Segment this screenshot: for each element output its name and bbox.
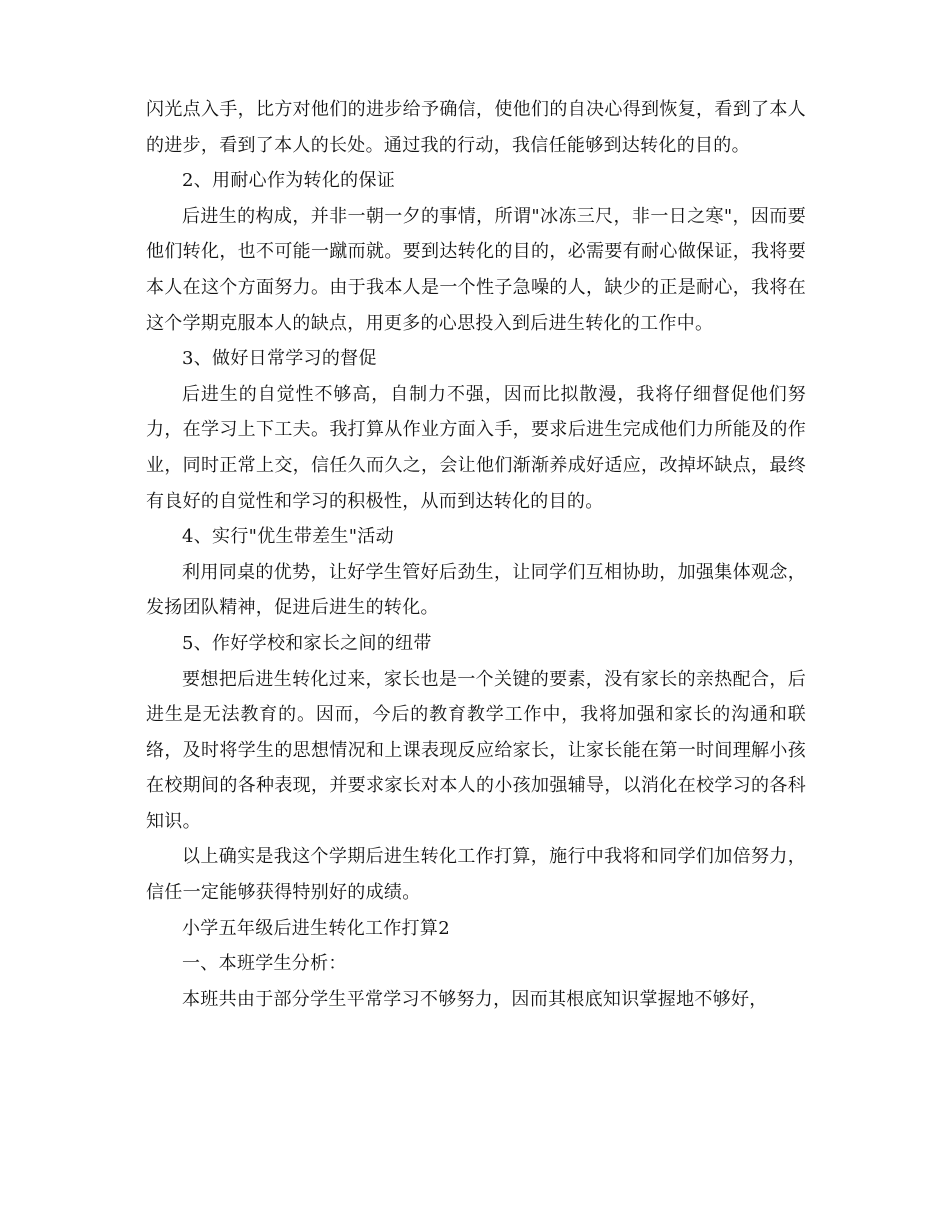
document-body (146, 92, 806, 1017)
heading-2-patience: 2、用耐心作为转化的保证 (182, 170, 396, 192)
heading-class-analysis: 一、本班学生分析： (182, 953, 347, 975)
paragraph-7: 利用同桌的优势，让好学生管好后劲生，让同学们互相协助，加强集体观念，发扬团队精神，促进后进生的转化。 (146, 561, 806, 619)
paragraph-3: 后进生的构成，并非一朝一夕的事情，所谓"冰冻三尺，非一日之寒"，因而要他们转化，也不可能一蹴而就。要到达转化的目的，必需要有耐心做保证，我将要本人在这个方面努力。由于我本人是一个性子急噪的人，缺少的正是耐心，我将在这个学期克服本人的缺点，用更多的心思投入到后进生转化的工作中。 (146, 205, 806, 334)
section-title-plan-2: 小学五年级后进生转化工作打算2 (182, 917, 450, 939)
heading-4-peer-help: 4、实行"优生带差生"活动 (182, 526, 394, 548)
paragraph-13: 本班共由于部分学生平常学习不够努力，因而其根底知识掌握地不够好， (182, 988, 768, 1010)
heading-5-school-family: 5、作好学校和家长之间的纽带 (182, 632, 432, 654)
heading-3-daily-study: 3、做好日常学习的督促 (182, 348, 377, 370)
paragraph-9: 要想把后进生转化过来，家长也是一个关键的要素，没有家长的亲热配合，后进生是无法教育的。因而，今后的教育教学工作中，我将加强和家长的沟通和联络，及时将学生的思想情况和上课表现反应给家长，让家长能在第一时间理解小孩在校期间的各种表现，并要求家长对本人的小孩加强辅导，以消化在校学习的各科知识。 (146, 668, 806, 832)
paragraph-1: 闪光点入手，比方对他们的进步给予确信，使他们的自决心得到恢复，看到了本人的进步，看到了本人的长处。通过我的行动，我信任能够到达转化的目的。 (146, 99, 806, 156)
paragraph-5: 后进生的自觉性不够高，自制力不强，因而比拟散漫，我将仔细督促他们努力，在学习上下工夫。我打算从作业方面入手，要求后进生完成他们力所能及的作业，同时正常上交，信任久而久之，会让他们渐渐养成好适应，改掉坏缺点，最终有良好的自觉性和学习的积极性，从而到达转化的目的。 (146, 383, 806, 512)
paragraph-10: 以上确实是我这个学期后进生转化工作打算，施行中我将和同学们加倍努力，信任一定能够获得特别好的成绩。 (146, 846, 806, 904)
